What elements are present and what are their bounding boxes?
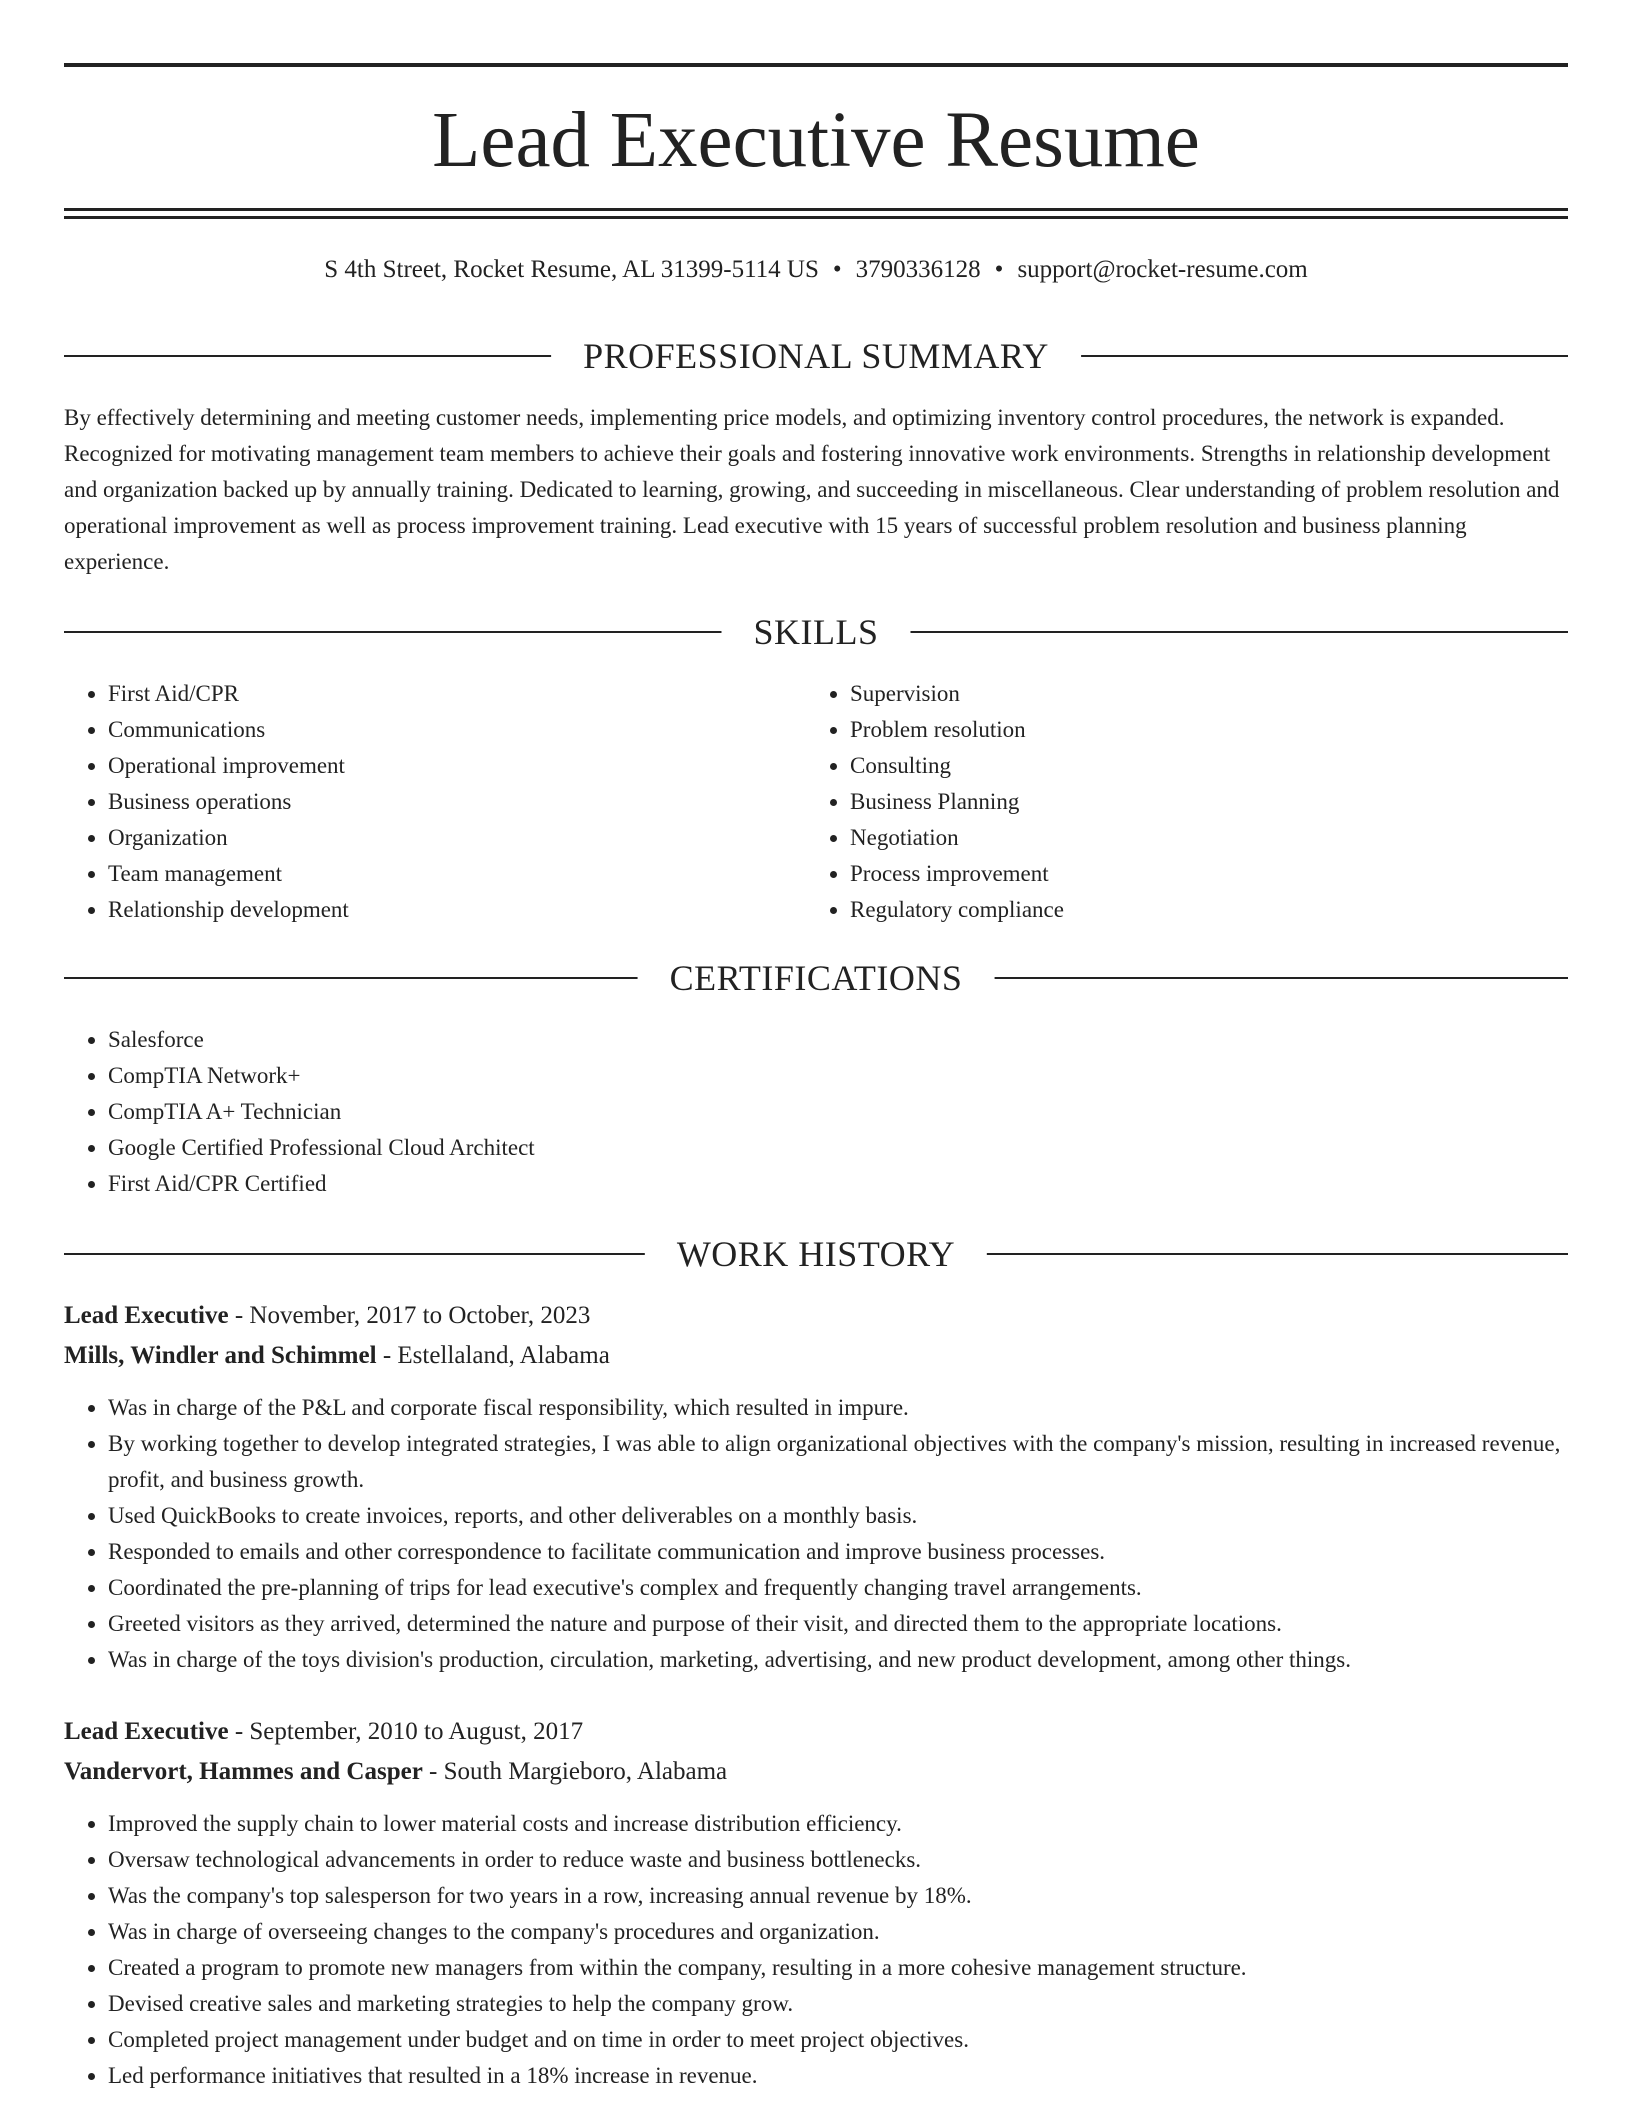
skills-column-left — [64, 676, 804, 928]
certification-item: • Salesforce — [108, 1022, 1568, 1058]
section-header-work-history — [64, 1232, 1568, 1276]
job-bullet-item: • Was in charge of the toys division's production, circulation, marketing, advertising, and new product development, among other things. — [108, 1642, 1568, 1678]
section-title-work-history: WORK HISTORY — [645, 1232, 987, 1276]
job-company-line — [64, 1338, 1568, 1374]
job-bullet-item: • Oversaw technological advancements in order to reduce waste and business bottlenecks. — [108, 1842, 1568, 1878]
resume-title: Lead Executive Resume — [432, 97, 1200, 184]
job-bullet-item: • Responded to emails and other correspondence to facilitate communication and improve business processes. — [108, 1534, 1568, 1570]
job-bullet-item: • By working together to develop integrated strategies, I was able to align organizational objectives with the company's mission, resulting in increased revenue, profit, and business growth. — [108, 1426, 1568, 1498]
skill-item: • Process improvement — [850, 856, 1546, 892]
section-header-summary — [64, 334, 1568, 378]
job-bullet-item: • Led performance initiatives that resulted in a 18% increase in revenue. — [108, 2058, 1568, 2094]
section-title-certifications: CERTIFICATIONS — [638, 956, 995, 1000]
job-bullet-item: • Greeted visitors as they arrived, determined the nature and purpose of their visit, and directed them to the appropriate locations. — [108, 1606, 1568, 1642]
contact-separator: • — [832, 256, 842, 283]
job-title-line — [64, 1714, 1568, 1750]
contact-phone: 3790336128 — [855, 256, 981, 283]
job-company: Vandervort, Hammes and Casper — [64, 1758, 423, 1785]
job-bullet-item: • Completed project management under budget and on time in order to meet project objectives. — [108, 2022, 1568, 2058]
section-title-summary: PROFESSIONAL SUMMARY — [551, 334, 1081, 378]
job-bullet-item: • Created a program to promote new managers from within the company, resulting in a more cohesive management structure. — [108, 1950, 1568, 1986]
summary-text: By effectively determining and meeting customer needs, implementing price models, and optimizing inventory control procedures, the network is expanded. Recognized for motivating management team members to achieve their goals and fostering innovative work environments. Strengths in relationship development and organization backed up by annually training. Dedicated to learning, growing, and succeeding in miscellaneous. Clear understanding of problem resolution and operational improvement as well as process improvement training. Lead executive with 15 years of successful problem resolution and business planning experience. — [64, 405, 1560, 574]
skill-item: • Negotiation — [850, 820, 1546, 856]
job-bullet-list — [64, 1390, 1568, 1678]
job-bullet-item: • Was the company's top salesperson for two years in a row, increasing annual revenue by 18%. — [108, 1878, 1568, 1914]
section-title-skills: SKILLS — [721, 610, 910, 654]
section-header-certifications — [64, 956, 1568, 1000]
job-company-line — [64, 1754, 1568, 1790]
skill-item: • First Aid/CPR — [108, 676, 804, 712]
job-company: Mills, Windler and Schimmel — [64, 1342, 377, 1369]
certification-item: • CompTIA A+ Technician — [108, 1094, 1568, 1130]
job-dates: - September, 2010 to August, 2017 — [234, 1718, 584, 1745]
job-bullets-block — [64, 1806, 1568, 2094]
job-bullets-block — [64, 1390, 1568, 1678]
skill-item: • Supervision — [850, 676, 1546, 712]
contact-separator: • — [994, 256, 1004, 283]
job-title: Lead Executive — [64, 1718, 229, 1745]
job-bullet-item: • Used QuickBooks to create invoices, reports, and other deliverables on a monthly basis. — [108, 1498, 1568, 1534]
contact-address: S 4th Street, Rocket Resume, AL 31399-5114 US — [324, 256, 819, 283]
certification-item: • First Aid/CPR Certified — [108, 1166, 1568, 1202]
job-dates: - November, 2017 to October, 2023 — [234, 1302, 591, 1329]
skill-item: • Regulatory compliance — [850, 892, 1546, 928]
skill-item: • Consulting — [850, 748, 1546, 784]
job-title: Lead Executive — [64, 1302, 229, 1329]
certifications-block — [64, 1022, 1568, 1202]
skills-list-right — [806, 676, 1546, 928]
skill-item: • Business operations — [108, 784, 804, 820]
skill-item: • Communications — [108, 712, 804, 748]
certification-item: • CompTIA Network+ — [108, 1058, 1568, 1094]
skills-column-right — [806, 676, 1546, 928]
header-rule-upper — [64, 208, 1568, 211]
job-bullet-item: • Devised creative sales and marketing strategies to help the company grow. — [108, 1986, 1568, 2022]
skill-item: • Operational improvement — [108, 748, 804, 784]
job-bullet-list — [64, 1806, 1568, 2094]
skill-item: • Problem resolution — [850, 712, 1546, 748]
certification-item: • Google Certified Professional Cloud Architect — [108, 1130, 1568, 1166]
job-bullet-item: • Was in charge of the P&L and corporate fiscal responsibility, which resulted in impure. — [108, 1390, 1568, 1426]
skill-item: • Business Planning — [850, 784, 1546, 820]
header-rule-lower — [64, 216, 1568, 219]
skill-item: • Relationship development — [108, 892, 804, 928]
section-header-skills — [64, 610, 1568, 654]
skill-item: • Team management — [108, 856, 804, 892]
contact-line — [64, 252, 1568, 288]
skills-list-left — [64, 676, 804, 928]
job-bullet-item: • Coordinated the pre-planning of trips for lead executive's complex and frequently changing travel arrangements. — [108, 1570, 1568, 1606]
top-rule — [64, 63, 1568, 67]
certifications-list — [64, 1022, 1568, 1202]
job-bullet-item: • Improved the supply chain to lower material costs and increase distribution efficiency. — [108, 1806, 1568, 1842]
contact-email[interactable]: support@rocket-resume.com — [1017, 256, 1308, 283]
skill-item: • Organization — [108, 820, 804, 856]
job-location: - Estellaland, Alabama — [382, 1342, 610, 1369]
job-location: - South Margieboro, Alabama — [429, 1758, 728, 1785]
job-title-line — [64, 1298, 1568, 1334]
job-bullet-item: • Was in charge of overseeing changes to the company's procedures and organization. — [108, 1914, 1568, 1950]
